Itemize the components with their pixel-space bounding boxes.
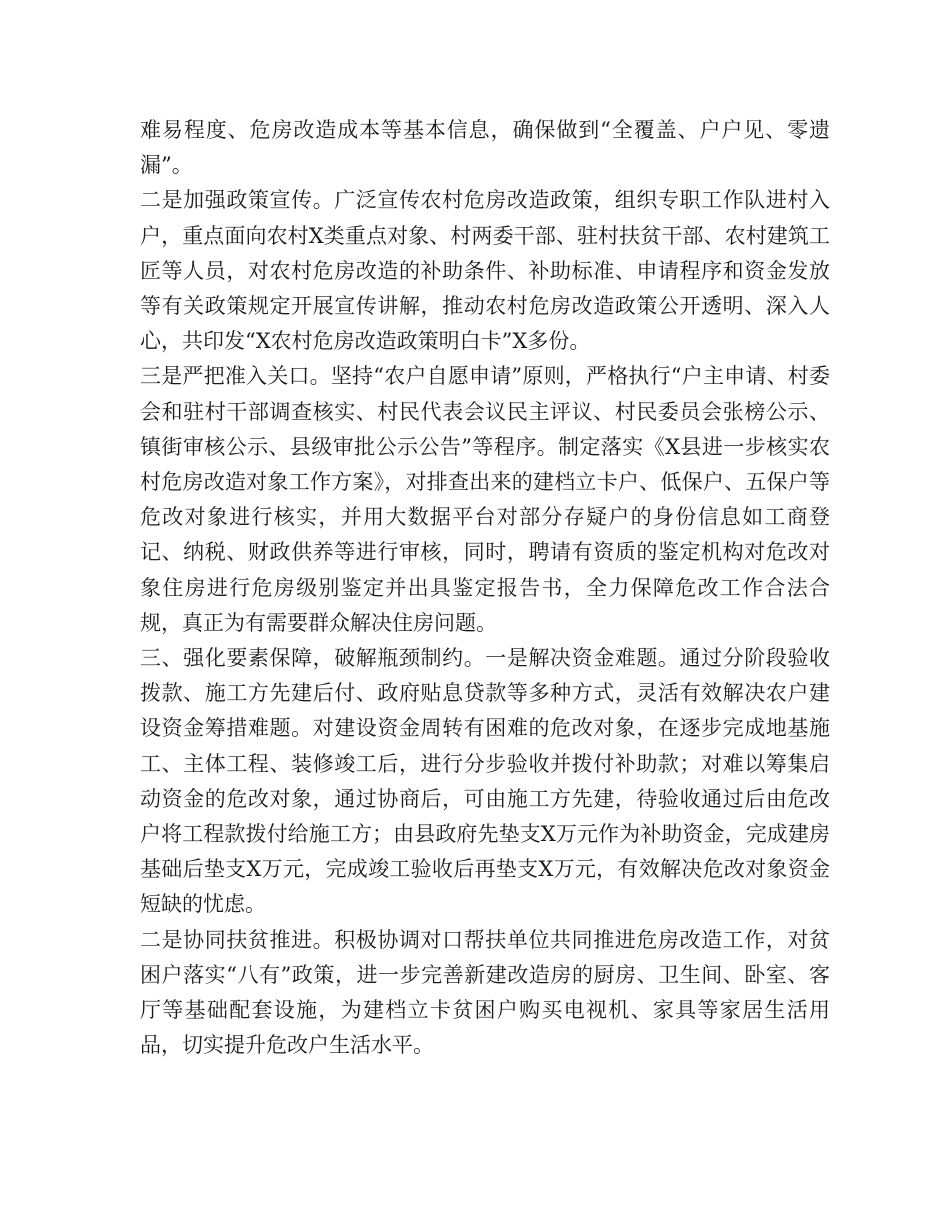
paragraph-survey-summary: 难易程度、危房改造成本等基本信息，确保做到“全覆盖、户户见、零遗漏”。 <box>140 118 830 178</box>
paragraph-funding-guarantee: 三、强化要素保障，破解瓶颈制约。一是解决资金难题。通过分阶段验收拨款、施工方先建后付、政府贴息贷款等多种方式，灵活有效解决农户建设资金筹措难题。对建设资金周转有困难的危改对象，在逐步完成地基施工、主体工程、装修竣工后，进行分步验收并拨付补助款；对难以筹集启动资金的危改对象，通过协商后，可由施工方先建，待验收通过后由危改户将工程款拨付给施工方；由县政府先垫支X万元作为补助资金，完成建房基础后垫支X万元，完成竣工验收后再垫支X万元，有效解决危改对象资金短缺的忧虑。 <box>140 646 830 917</box>
paragraph-poverty-coordination: 二是协同扶贫推进。积极协调对口帮扶单位共同推进危房改造工作，对贫困户落实“八有”政策，进一步完善新建改造房的厨房、卫生间、卧室、客厅等基础配套设施，为建档立卡贫困户购买电视机、家具等家居生活用品，切实提升危改户生活水平。 <box>140 927 830 1058</box>
document-page <box>140 113 830 1063</box>
paragraph-policy-publicity: 二是加强政策宣传。广泛宣传农村危房改造政策，组织专职工作队进村入户，重点面向农村X类重点对象、村两委干部、驻村扶贫干部、农村建筑工匠等人员，对农村危房改造的补助条件、补助标准、申请程序和资金发放等有关政策规定开展宣传讲解，推动农村危房改造政策公开透明、深入人心，共印发“X农村危房改造政策明白卡”X多份。 <box>140 188 830 354</box>
paragraph-access-control: 三是严把准入关口。坚持“农户自愿申请”原则，严格执行“户主申请、村委会和驻村干部调查核实、村民代表会议民主评议、村民委员会张榜公示、镇街审核公示、县级审批公示公告”等程序。制定落实《X县进一步核实农村危房改造对象工作方案》，对排查出来的建档立卡户、低保户、五保户等危改对象进行核实，并用大数据平台对部分存疑户的身份信息如工商登记、纳税、财政供养等进行审核，同时，聘请有资质的鉴定机构对危改对象住房进行危房级别鉴定并出具鉴定报告书，全力保障危改工作合法合规，真正为有需要群众解决住房问题。 <box>140 364 830 635</box>
